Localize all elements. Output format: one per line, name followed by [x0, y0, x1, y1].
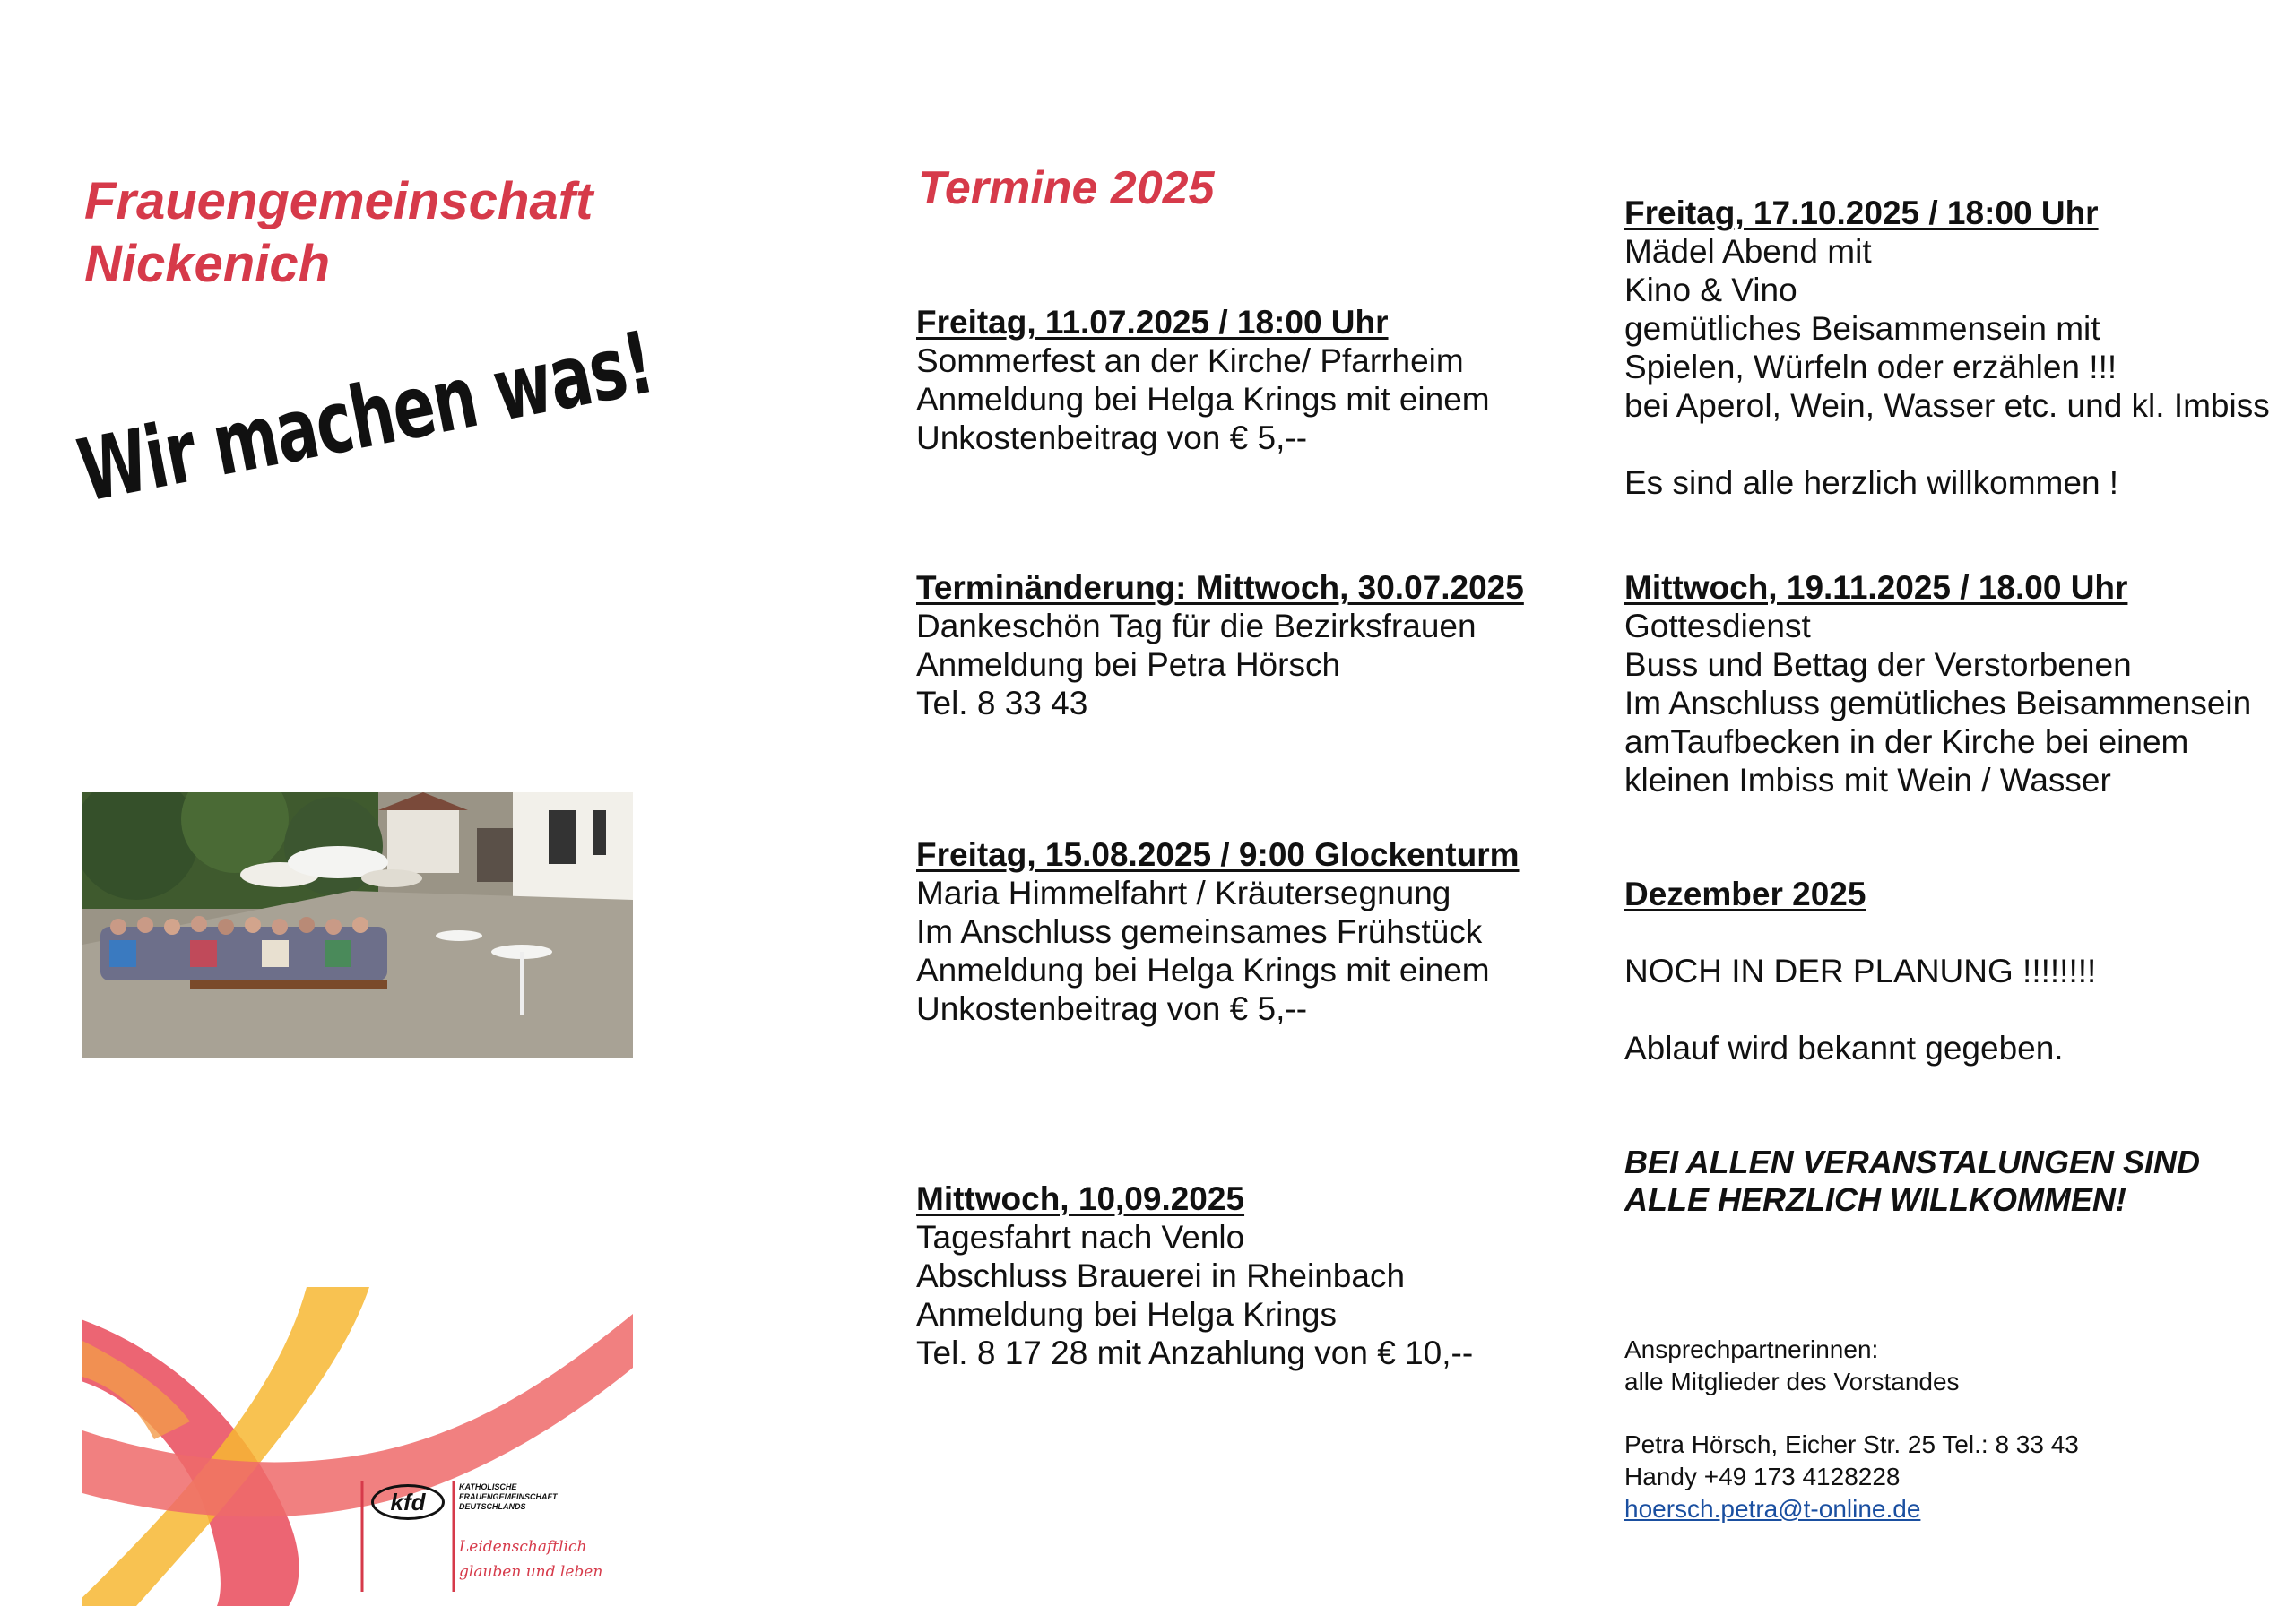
slogan: Wir machen was! — [70, 312, 661, 522]
event-heading: Dezember 2025 — [1624, 876, 1866, 912]
event-heading: Freitag, 15.08.2025 / 9:00 Glockenturm — [916, 836, 1520, 873]
event-heading: Mittwoch, 19.11.2025 / 18.00 Uhr — [1624, 569, 2128, 606]
termine-heading: Termine 2025 — [918, 162, 1215, 214]
event-1: Freitag, 11.07.2025 / 18:00 Uhr Sommerfest an der Kirche/ Pfarrheim Anmeldung bei Helga Krings mit einem Unkostenbeitrag von € 5,-- — [916, 304, 1490, 456]
contact-email-link[interactable]: hoersch.petra@t-online.de — [1624, 1495, 1921, 1523]
contact-block — [1624, 1334, 2079, 1525]
org-name-line2: Nickenich — [84, 235, 330, 293]
event-4: Mittwoch, 10,09.2025 Tagesfahrt nach Venlo Abschluss Brauerei in Rheinbach Anmeldung bei Helga Krings Tel. 8 17 28 mit Anzahlung von € 10,-- — [916, 1180, 1474, 1371]
contact-address: Petra Hörsch, Eicher Str. 25 Tel.: 8 33 43 — [1624, 1430, 2079, 1458]
event-7: Dezember 2025 NOCH IN DER PLANUNG !!!!!!!! Ablauf wird bekannt gegeben. — [1624, 876, 2097, 1067]
event-heading: Terminänderung: Mittwoch, 30.07.2025 — [916, 569, 1524, 606]
event-heading: Freitag, 11.07.2025 / 18:00 Uhr — [916, 304, 1389, 341]
contact-members: alle Mitglieder des Vorstandes — [1624, 1368, 1960, 1395]
event-3: Freitag, 15.08.2025 / 9:00 Glockenturm Maria Himmelfahrt / Kräutersegnung Im Anschluss gemeinsames Frühstück Anmeldung bei Helga Krings mit einem Unkostenbeitrag von € 5,-- — [916, 836, 1520, 1027]
event-6: Mittwoch, 19.11.2025 / 18.00 Uhr Gottesdienst Buss und Bettag der Verstorbenen Im Anschluss gemütliches Beisammensein amTaufbecken in der Kirche bei einem kleinen Imbiss mit Wein / Wasser — [1624, 569, 2252, 799]
summer-party-photo — [82, 792, 633, 1058]
org-name-line1: Frauengemeinschaft — [84, 172, 593, 230]
contact-label: Ansprechpartnerinnen: — [1624, 1335, 1879, 1363]
event-heading: Freitag, 17.10.2025 / 18:00 Uhr — [1624, 194, 2099, 231]
closing-note: BEI ALLEN VERANSTALUNGEN SIND ALLE HERZLICH WILLKOMMEN! — [1624, 1144, 2201, 1218]
event-heading: Mittwoch, 10,09.2025 — [916, 1180, 1245, 1217]
kfd-signature: Leidenschaftlich glauben und leben — [459, 1538, 603, 1581]
kfd-org-name: KATHOLISCHE FRAUENGEMEINSCHAFT DEUTSCHLANDS — [459, 1482, 558, 1511]
event-5: Freitag, 17.10.2025 / 18:00 Uhr Mädel Abend mit Kino & Vino gemütliches Beisammensein mit Spielen, Würfeln oder erzählen !!! bei Aperol, Wein, Wasser etc. und kl. Imbiss Es sind alle herzlich willkommen ! — [1624, 194, 2270, 501]
kfd-logo-badge: kfd — [371, 1484, 445, 1520]
event-2: Terminänderung: Mittwoch, 30.07.2025 Dankeschön Tag für die Bezirksfrauen Anmeldung bei Petra Hörsch Tel. 8 33 43 — [916, 569, 1524, 721]
kfd-logo-area — [82, 1287, 633, 1606]
contact-phone: Handy +49 173 4128228 — [1624, 1463, 1901, 1490]
